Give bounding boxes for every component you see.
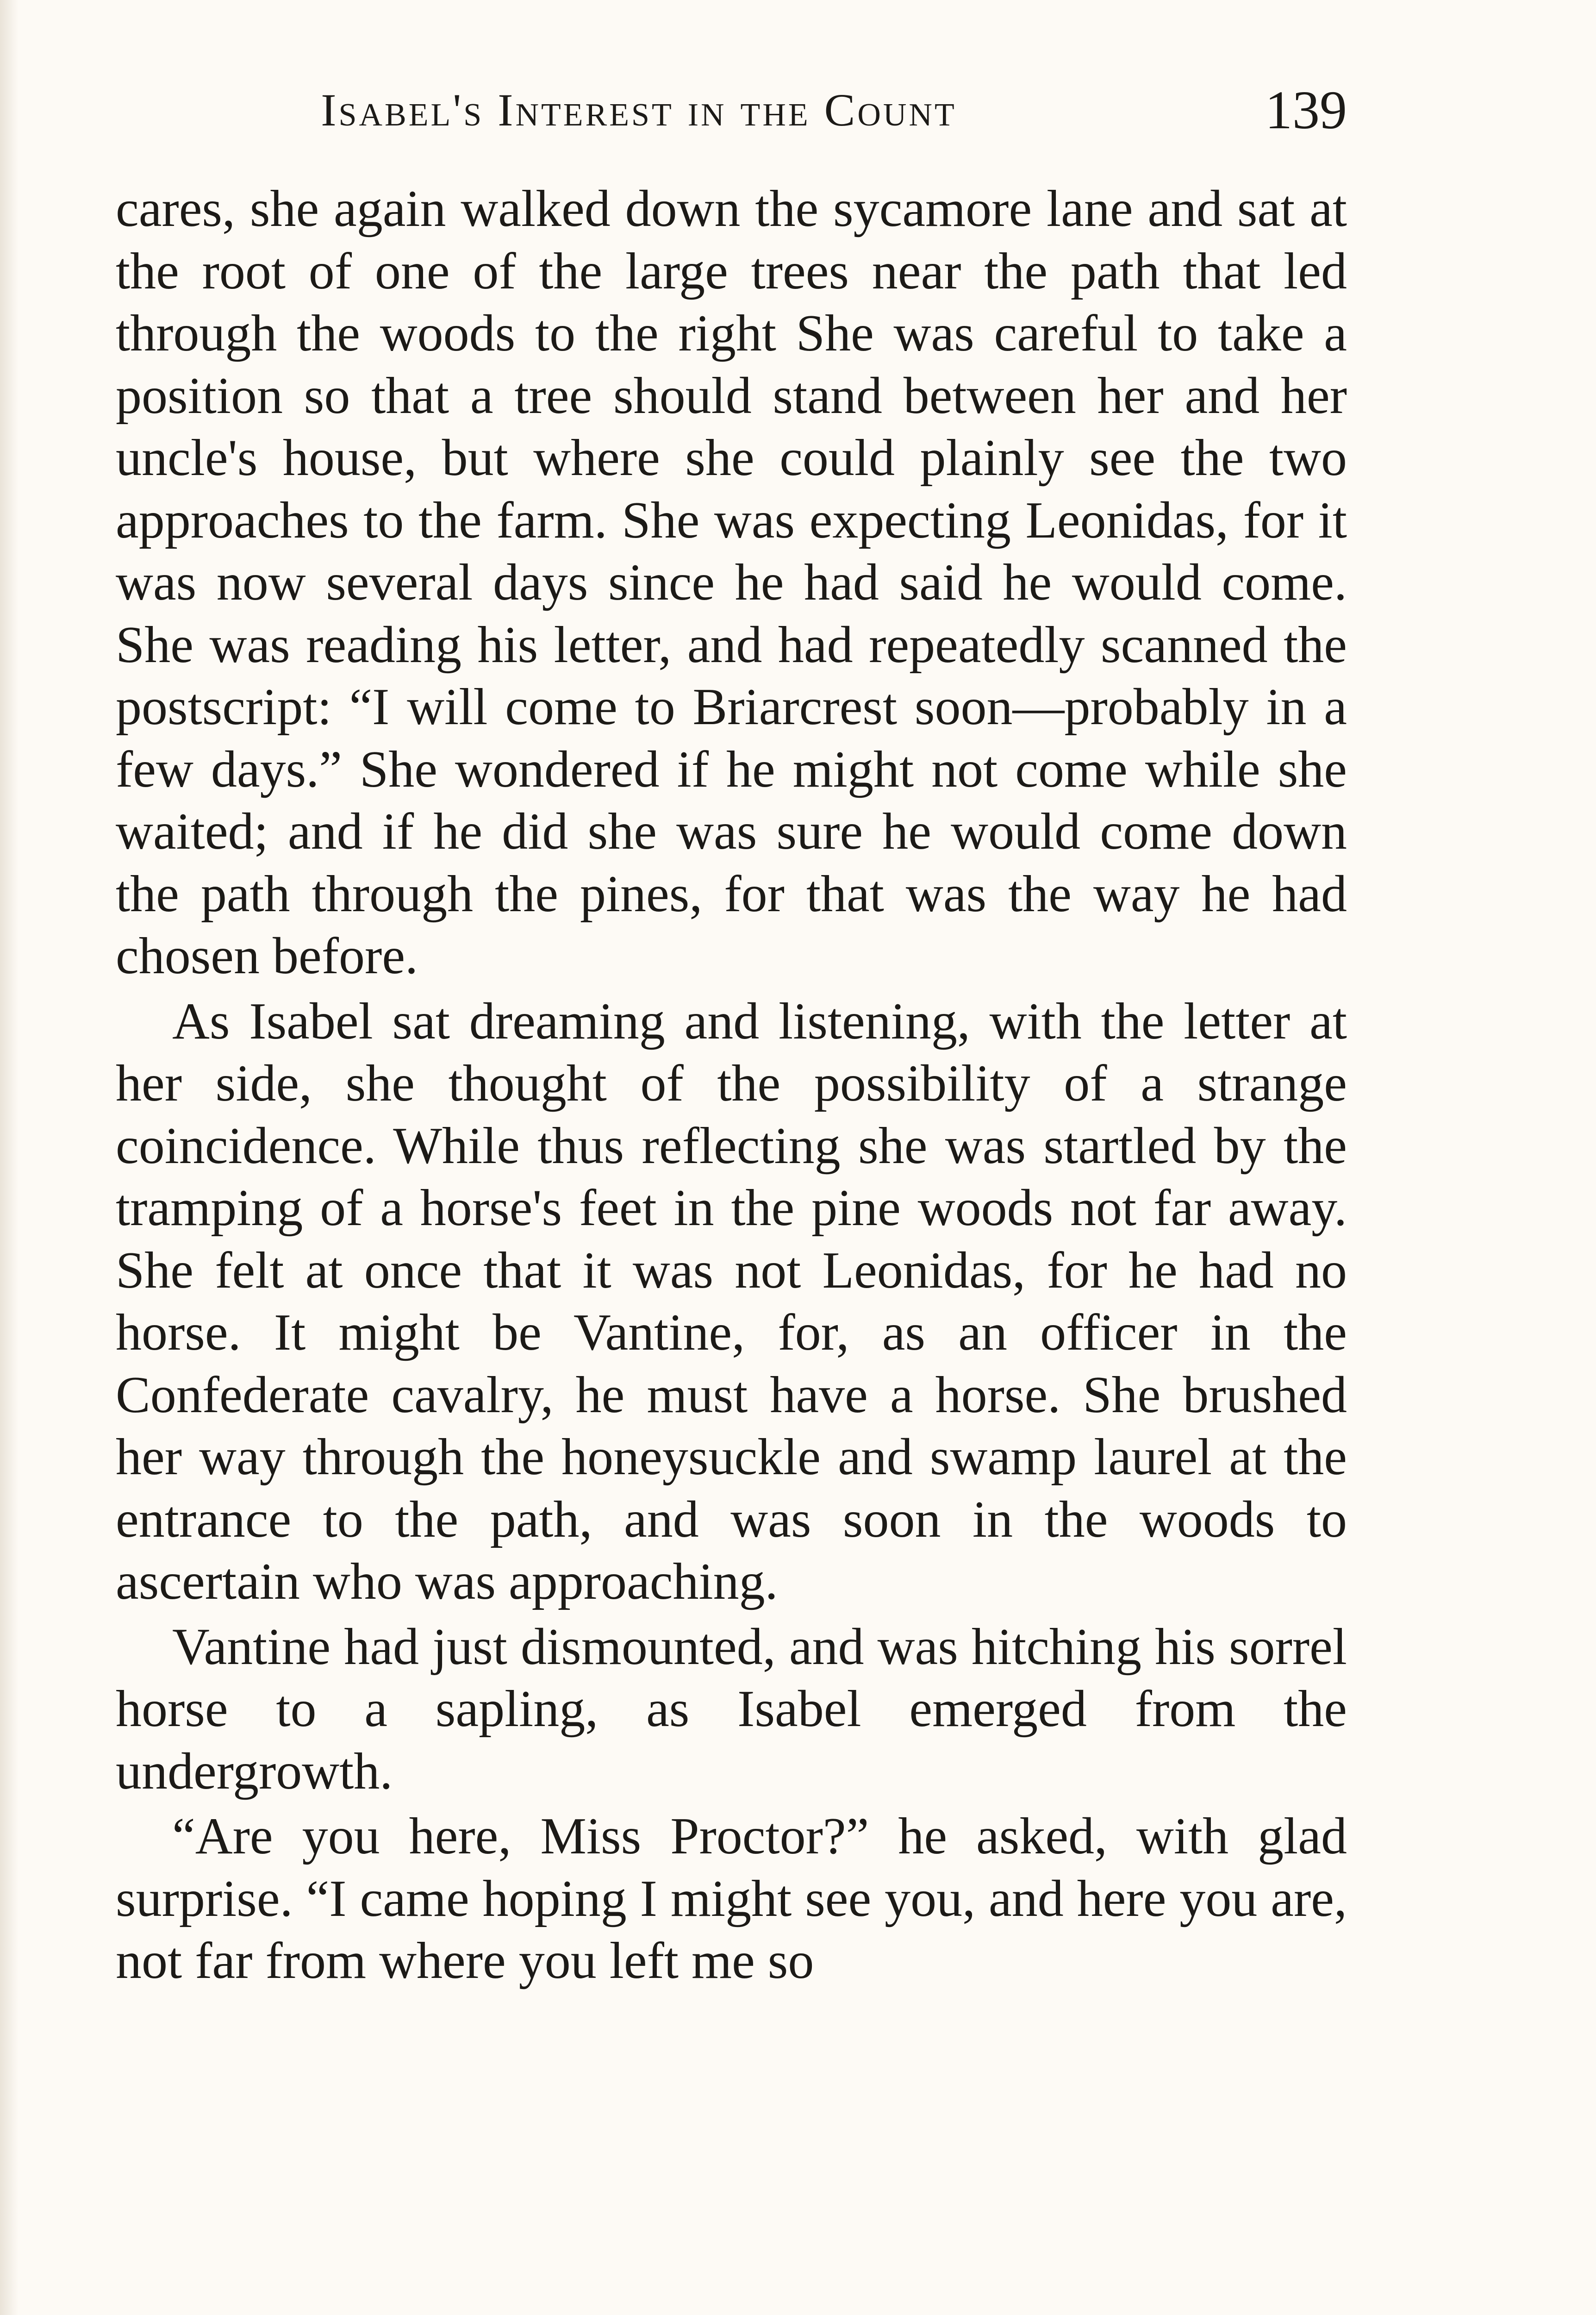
paragraph-3: Vantine had just dismounted, and was hitching his sorrel horse to a sapling, as Isabel emerged from the undergrowth. bbox=[116, 1618, 1347, 1800]
page-number: 139 bbox=[1265, 80, 1347, 140]
running-title: Isabel's Interest in the Count bbox=[321, 84, 957, 136]
paragraph-4: “Are you here, Miss Proctor?” he asked, with glad surprise. “I came hoping I might see you, and here you are, not far from where you left me so bbox=[116, 1808, 1347, 1990]
paragraph-2: As Isabel sat dreaming and listening, with the letter at her side, she thought of the possibility of a strange coincidence. While thus reflecting she was startled by the tramping of a horse's feet in the pine woods not far away. She felt at once that it was not Leonidas, for he had no horse. It might be Vantine, for, as an officer in the Confederate cavalry, he must have a horse. She brushed her way through the honeysuckle and swamp laurel at the entrance to the path, and was soon in the woods to ascertain who was approaching. bbox=[116, 992, 1347, 1610]
paragraph-1: cares, she again walked down the sycamore lane and sat at the root of one of the large trees near the path that led through the woods to the right She was careful to take a position so that a tree should stand between her and her uncle's house, but where she could plainly see the two approaches to the farm. She was expecting Leonidas, for it was now several days since he had said he would come. She was reading his letter, and had repeatedly scanned the postscript: “I will come to Briarcrest soon—probably in a few days.” She wondered if he might not come while she waited; and if he did she was sure he would come down the path through the pines, for that was the way he had chosen before. bbox=[116, 180, 1347, 985]
page-edge bbox=[0, 0, 19, 2315]
running-head bbox=[116, 79, 1347, 148]
body-text bbox=[116, 178, 1347, 1992]
